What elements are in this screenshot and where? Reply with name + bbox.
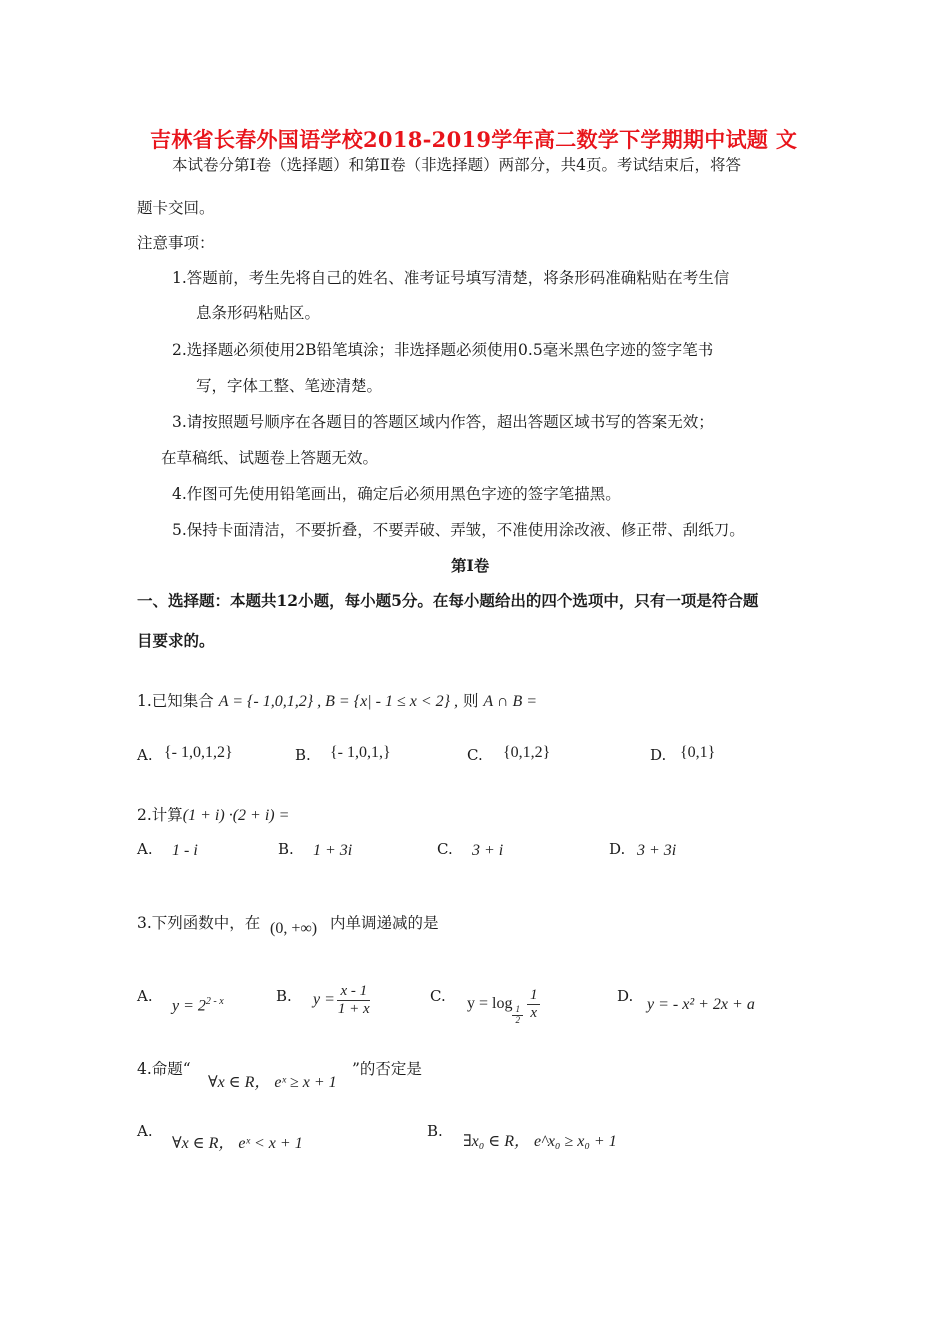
q3-option-b-lhs: y =: [313, 991, 335, 1008]
part1-heading: 第Ⅰ卷: [451, 556, 490, 575]
q1-option-a-label: A.: [137, 746, 153, 764]
intro-line-1: 本试卷分第Ⅰ卷（选择题）和第Ⅱ卷（非选择题）两部分，共4页。考试结束后，将答: [172, 156, 742, 174]
note-2-line-2: 写，字体工整、笔迹清楚。: [196, 377, 383, 395]
question-2-prefix: 2.计算: [137, 806, 183, 824]
q3-option-a-exponent: 2 - x: [205, 996, 224, 1007]
question-3-suffix: 内单调递减的是: [330, 914, 439, 932]
q4-option-b-label: B.: [427, 1122, 443, 1140]
q2-option-c: 3 + i: [472, 842, 504, 859]
q3-option-b: [313, 983, 373, 1017]
question-3-math: (0, +∞): [270, 920, 318, 937]
q1-option-d: {0,1}: [680, 744, 716, 761]
question-3-prefix: 3.下列函数中，在: [137, 914, 261, 932]
note-4: 4.作图可先使用铅笔画出，确定后必须用黑色字迹的签字笔描黑。: [172, 485, 621, 503]
q3-option-c: [467, 983, 540, 1026]
q3-option-c-label: C.: [430, 987, 446, 1005]
q3-option-a: [172, 996, 224, 1015]
q3-option-d-label: D.: [617, 987, 634, 1005]
note-5: 5.保持卡面清洁，不要折叠，不要弄破、弄皱，不准使用涂改液、修正带、刮纸刀。: [172, 521, 745, 539]
question-1-math: A = {- 1,0,1,2} , B = {x| - 1 ≤ x < 2} ,: [218, 693, 459, 710]
note-3-line-2: 在草稿纸、试题卷上答题无效。: [161, 449, 379, 467]
question-2-stem: [137, 803, 289, 825]
q1-option-b: {- 1,0,1,}: [330, 744, 391, 761]
q3-option-c-log-base: [512, 1005, 523, 1026]
note-3-line-1: 3.请按照题号顺序在各题目的答题区域内作答，超出答题区域书写的答案无效；: [172, 413, 714, 431]
q2-option-a-label: A.: [137, 840, 153, 858]
question-1-suffix: 则: [462, 692, 479, 710]
page-title: 吉林省长春外国语学校2018-2019学年高二数学下学期期中试题 文: [150, 127, 798, 152]
q4-option-b: ∃x₀ ∈ R， e^x₀ ≥ x₀ + 1: [463, 1133, 617, 1150]
q3-option-d: y = - x² + 2x + a: [647, 996, 755, 1013]
q1-option-c: {0,1,2}: [503, 744, 551, 761]
section1-line-2: 目要求的。: [137, 631, 215, 650]
q2-option-c-label: C.: [437, 840, 453, 858]
q3-option-b-label: B.: [276, 987, 292, 1005]
q2-option-b: 1 + 3i: [313, 842, 353, 859]
note-2-line-1: 2.选择题必须使用2B铅笔填涂；非选择题必须使用0.5毫米黑色字迹的签字笔书: [172, 341, 714, 359]
q1-option-b-label: B.: [295, 746, 311, 764]
note-1-line-2: 息条形码粘贴区。: [196, 304, 321, 322]
q2-option-b-label: B.: [278, 840, 294, 858]
notes-heading: 注意事项：: [137, 234, 215, 252]
q4-option-a-label: A.: [137, 1122, 153, 1140]
q1-option-d-label: D.: [650, 746, 667, 764]
question-1-prefix: 1.已知集合: [137, 692, 214, 710]
question-4-math: ∀x ∈ R， eˣ ≥ x + 1: [208, 1074, 337, 1091]
question-4-prefix: 4.命题“: [137, 1060, 191, 1078]
question-4-suffix: ”的否定是: [352, 1060, 422, 1078]
q4-option-a: ∀x ∈ R， eˣ < x + 1: [172, 1135, 303, 1152]
q3-option-b-denominator: 1 + x: [337, 1000, 370, 1017]
q3-option-a-label: A.: [137, 987, 153, 1005]
q3-option-c-base-numerator: 1: [512, 1005, 523, 1016]
section1-line-1: 一、选择题：本题共12小题，每小题5分。在每小题给出的四个选项中，只有一项是符合题: [137, 591, 759, 610]
q3-option-c-lhs: y = log: [467, 995, 513, 1013]
q1-option-a: {- 1,0,1,2}: [164, 744, 233, 761]
q2-option-d-label: D.: [609, 840, 626, 858]
q2-option-d: 3 + 3i: [637, 842, 677, 859]
q3-option-a-base: y = 2: [172, 997, 206, 1015]
q2-option-a: 1 - i: [172, 842, 198, 859]
intro-line-2: 题卡交回。: [137, 199, 215, 217]
q3-option-c-numerator: 1: [527, 987, 541, 1005]
note-1-line-1: 1.答题前，考生先将自己的姓名、准考证号填写清楚，将条形码准确粘贴在考生信: [172, 269, 730, 287]
q1-option-c-label: C.: [467, 746, 483, 764]
q3-option-b-fraction: [335, 983, 373, 1017]
question-2-math: (1 + i) ·(2 + i) =: [182, 807, 290, 824]
question-1-math-2: A ∩ B =: [483, 693, 538, 710]
q3-option-c-fraction: [527, 987, 541, 1021]
q3-option-b-numerator: x - 1: [337, 983, 370, 1001]
q3-option-c-base-denominator: 2: [515, 1014, 520, 1025]
question-1-stem: [137, 689, 537, 711]
q3-option-c-denominator: x: [530, 1004, 538, 1021]
